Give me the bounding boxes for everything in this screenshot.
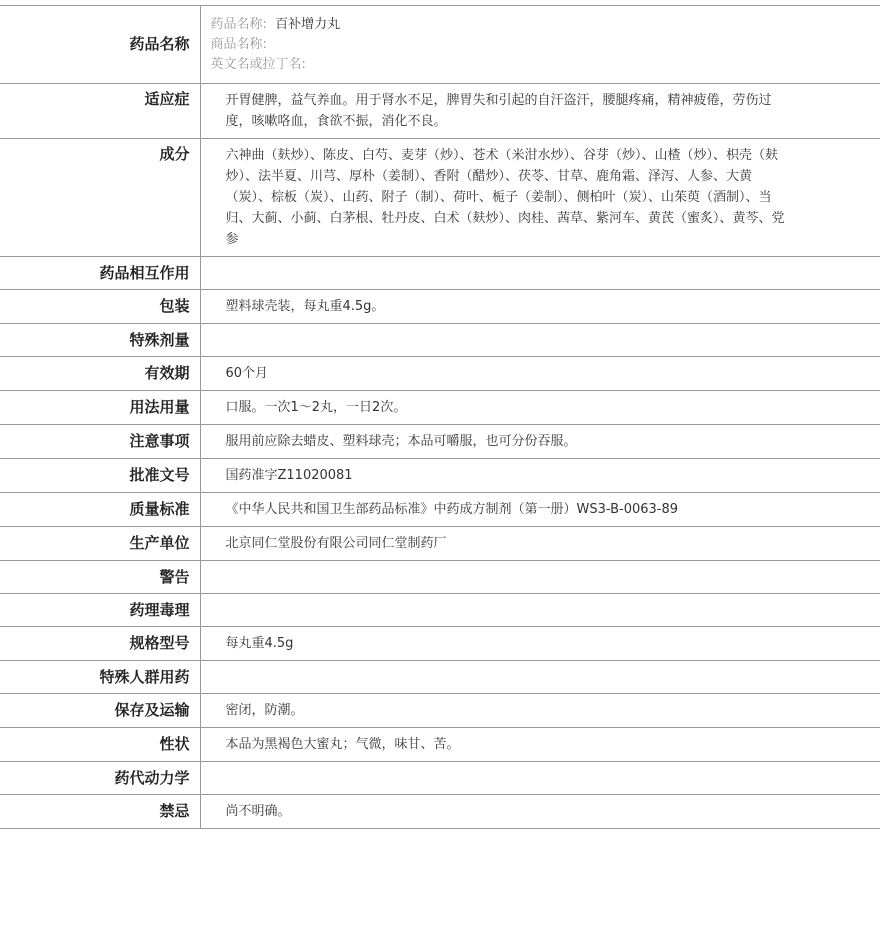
- row-label: 特殊剂量: [129, 331, 190, 349]
- row-value: 北京同仁堂股份有限公司同仁堂制药厂: [200, 527, 880, 561]
- row-label: 质量标准: [129, 500, 190, 518]
- row-label: 药代动力学: [114, 769, 190, 787]
- row-value: 国药准字Z11020081: [200, 459, 880, 493]
- row-value: 服用前应除去蜡皮、塑料球壳；本品可嚼服，也可分份吞服。: [200, 425, 880, 459]
- row-warning: [0, 561, 880, 594]
- row-label: 适应症: [144, 90, 190, 108]
- row-value: [200, 257, 880, 290]
- row-value: [200, 762, 880, 795]
- row-special-dosage: [0, 324, 880, 357]
- row-label: 批准文号: [129, 466, 190, 484]
- row-label-cell: [0, 290, 200, 324]
- row-value: 尚不明确。: [200, 795, 880, 829]
- row-value-cell: [200, 6, 880, 84]
- row-label: 特殊人群用药: [99, 668, 190, 686]
- row-value: 密闭，防潮。: [200, 694, 880, 728]
- row-label-cell: [0, 795, 200, 829]
- row-label-cell: [0, 694, 200, 728]
- row-ingredients: [0, 139, 880, 257]
- row-label: 禁忌: [159, 802, 190, 820]
- row-quality-standard: [0, 493, 880, 527]
- drug-name-line: [211, 15, 789, 35]
- english-name-line: [211, 55, 789, 75]
- row-label-cell: [0, 84, 200, 139]
- row-usage-dosage: [0, 391, 880, 425]
- row-label-cell: [0, 728, 200, 762]
- row-storage: [0, 694, 880, 728]
- row-value: 六神曲（麸炒）、陈皮、白芍、麦芽（炒）、苍术（米泔水炒）、谷芽（炒）、山楂（炒）、枳壳（麸炒）、法半夏、川芎、厚朴（姜制）、香附（醋炒）、茯苓、甘草、鹿角霜、泽泻、人参、大黄（炭）、棕板（炭）、山药、附子（制）、荷叶、栀子（姜制）、侧柏叶（炭）、山茱萸（酒制）、当归、大蓟、小蓟、白茅根、牡丹皮、白术（麸炒）、肉桂、茜草、紫河车、黄芪（蜜炙）、黄芩、党参: [200, 139, 880, 257]
- row-precautions: [0, 425, 880, 459]
- row-properties: [0, 728, 880, 762]
- row-label: 生产单位: [129, 534, 190, 552]
- row-label: 规格型号: [129, 634, 190, 652]
- row-indications: [0, 84, 880, 139]
- row-manufacturer: [0, 527, 880, 561]
- row-value: [200, 324, 880, 357]
- row-label-cell: [0, 357, 200, 391]
- row-value: [200, 661, 880, 694]
- row-label: 包装: [159, 297, 190, 315]
- row-label: 成分: [159, 145, 190, 163]
- row-label-cell: [0, 594, 200, 627]
- row-interactions: [0, 257, 880, 290]
- row-special-populations: [0, 661, 880, 694]
- row-label: 性状: [159, 735, 190, 753]
- row-label-cell: [0, 762, 200, 795]
- row-label-cell: [0, 527, 200, 561]
- row-label: 药理毒理: [129, 601, 190, 619]
- row-label-cell: [0, 324, 200, 357]
- drug-name-label: 药品名称:: [210, 17, 267, 32]
- row-label: 药品相互作用: [99, 264, 190, 282]
- row-value: [200, 561, 880, 594]
- row-approval-number: [0, 459, 880, 493]
- row-value: 塑料球壳装，每丸重4.5g。: [200, 290, 880, 324]
- row-value: 开胃健脾，益气养血。用于肾水不足，脾胃失和引起的自汗盗汗，腰腿疼痛，精神疲倦，劳伤过度，咳嗽咯血，食欲不振，消化不良。: [200, 84, 880, 139]
- row-packaging: [0, 290, 880, 324]
- trade-name-line: [211, 35, 789, 55]
- row-label: 警告: [159, 568, 190, 586]
- row-value: 60个月: [200, 357, 880, 391]
- row-label-cell: [0, 425, 200, 459]
- row-label: 药品名称: [129, 35, 190, 53]
- row-label-cell: [0, 661, 200, 694]
- row-label: 用法用量: [129, 398, 190, 416]
- row-shelf-life: [0, 357, 880, 391]
- row-pharmacokinetics: [0, 762, 880, 795]
- row-label-cell: [0, 493, 200, 527]
- english-name-label: 英文名或拉丁名:: [210, 57, 306, 72]
- row-value: 《中华人民共和国卫生部药品标准》中药成方制剂（第一册）WS3-B-0063-89: [200, 493, 880, 527]
- drug-name-row: [0, 6, 880, 84]
- row-specification: [0, 627, 880, 661]
- row-label-cell: [0, 6, 200, 84]
- row-label-cell: [0, 139, 200, 257]
- row-value: 口服。一次1～2丸，一日2次。: [200, 391, 880, 425]
- row-label: 注意事项: [129, 432, 190, 450]
- row-label-cell: [0, 459, 200, 493]
- row-pharmacology: [0, 594, 880, 627]
- row-label-cell: [0, 627, 200, 661]
- row-contraindications: [0, 795, 880, 829]
- row-label-cell: [0, 391, 200, 425]
- row-value: 每丸重4.5g: [200, 627, 880, 661]
- trade-name-label: 商品名称:: [210, 37, 267, 52]
- drug-name-value: 百补增力丸: [275, 17, 341, 32]
- row-label: 保存及运输: [114, 701, 190, 719]
- row-label: 有效期: [144, 364, 190, 382]
- drug-info-table: [0, 5, 880, 829]
- row-value: 本品为黑褐色大蜜丸；气微，味甘、苦。: [200, 728, 880, 762]
- row-label-cell: [0, 561, 200, 594]
- row-label-cell: [0, 257, 200, 290]
- row-value: [200, 594, 880, 627]
